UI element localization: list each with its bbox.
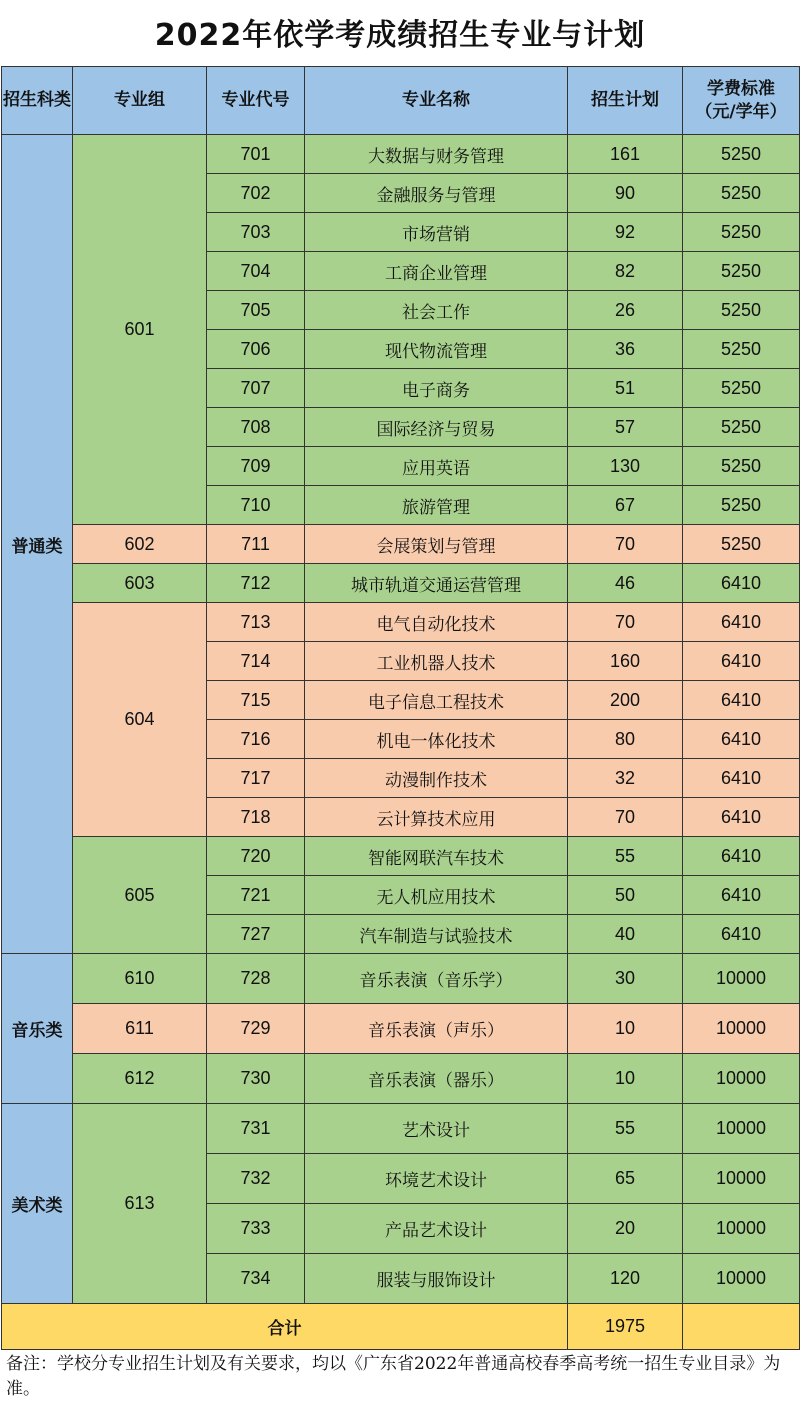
enrollment-plan-table xyxy=(1,66,800,1350)
fee-cell: 5250 xyxy=(683,174,800,213)
name-cell: 音乐表演（声乐） xyxy=(305,1004,568,1054)
table-row xyxy=(2,564,800,603)
fee-cell: 6410 xyxy=(683,759,800,798)
table-row xyxy=(2,1104,800,1154)
code-cell: 707 xyxy=(207,369,305,408)
name-cell: 国际经济与贸易 xyxy=(305,408,568,447)
plan-cell: 32 xyxy=(568,759,683,798)
table-row xyxy=(2,525,800,564)
header-fee-line2: （元/学年） xyxy=(695,101,787,122)
code-cell: 705 xyxy=(207,291,305,330)
total-value: 1975 xyxy=(568,1304,683,1350)
code-cell: 701 xyxy=(207,135,305,174)
plan-cell: 70 xyxy=(568,798,683,837)
plan-cell: 92 xyxy=(568,213,683,252)
header-group: 专业组 xyxy=(73,67,207,135)
plan-cell: 26 xyxy=(568,291,683,330)
fee-cell: 10000 xyxy=(683,1254,800,1304)
table-row xyxy=(2,954,800,1004)
code-cell: 718 xyxy=(207,798,305,837)
name-cell: 工商企业管理 xyxy=(305,252,568,291)
fee-cell: 10000 xyxy=(683,1004,800,1054)
name-cell: 工业机器人技术 xyxy=(305,642,568,681)
header-plan: 招生计划 xyxy=(568,67,683,135)
plan-cell: 30 xyxy=(568,954,683,1004)
fee-cell: 5250 xyxy=(683,252,800,291)
code-cell: 721 xyxy=(207,876,305,915)
fee-cell: 10000 xyxy=(683,954,800,1004)
fee-cell: 6410 xyxy=(683,564,800,603)
code-cell: 710 xyxy=(207,486,305,525)
name-cell: 金融服务与管理 xyxy=(305,174,568,213)
code-cell: 731 xyxy=(207,1104,305,1154)
group-cell: 605 xyxy=(73,837,207,954)
group-cell: 603 xyxy=(73,564,207,603)
code-cell: 702 xyxy=(207,174,305,213)
plan-cell: 65 xyxy=(568,1154,683,1204)
plan-cell: 67 xyxy=(568,486,683,525)
category-cell-music: 音乐类 xyxy=(2,954,73,1104)
table-row xyxy=(2,603,800,642)
footnote: 备注：学校分专业招生计划及有关要求，均以《广东省2022年普通高校春季高考统一招生专业目录》为准。 xyxy=(6,1354,781,1399)
header-code: 专业代号 xyxy=(207,67,305,135)
plan-cell: 46 xyxy=(568,564,683,603)
code-cell: 703 xyxy=(207,213,305,252)
code-cell: 713 xyxy=(207,603,305,642)
code-cell: 714 xyxy=(207,642,305,681)
group-cell: 612 xyxy=(73,1054,207,1104)
plan-cell: 161 xyxy=(568,135,683,174)
page-title: 2022年依学考成绩招生专业与计划 xyxy=(154,18,646,53)
name-cell: 服装与服饰设计 xyxy=(305,1254,568,1304)
code-cell: 733 xyxy=(207,1204,305,1254)
code-cell: 709 xyxy=(207,447,305,486)
fee-cell: 5250 xyxy=(683,369,800,408)
fee-cell: 5250 xyxy=(683,408,800,447)
plan-cell: 10 xyxy=(568,1054,683,1104)
code-cell: 732 xyxy=(207,1154,305,1204)
code-cell: 711 xyxy=(207,525,305,564)
plan-cell: 50 xyxy=(568,876,683,915)
fee-cell: 5250 xyxy=(683,291,800,330)
total-row xyxy=(2,1304,800,1350)
code-cell: 704 xyxy=(207,252,305,291)
name-cell: 电子商务 xyxy=(305,369,568,408)
total-label: 合计 xyxy=(2,1304,568,1350)
fee-cell: 5250 xyxy=(683,135,800,174)
code-cell: 717 xyxy=(207,759,305,798)
plan-cell: 20 xyxy=(568,1204,683,1254)
header-category: 招生科类 xyxy=(2,67,73,135)
code-cell: 729 xyxy=(207,1004,305,1054)
code-cell: 716 xyxy=(207,720,305,759)
total-empty-cell xyxy=(683,1304,800,1350)
plan-cell: 120 xyxy=(568,1254,683,1304)
code-cell: 715 xyxy=(207,681,305,720)
fee-cell: 10000 xyxy=(683,1054,800,1104)
plan-cell: 51 xyxy=(568,369,683,408)
plan-cell: 160 xyxy=(568,642,683,681)
category-cell-art: 美术类 xyxy=(2,1104,73,1304)
group-cell: 610 xyxy=(73,954,207,1004)
group-cell: 601 xyxy=(73,135,207,525)
header-fee xyxy=(683,67,800,135)
plan-cell: 40 xyxy=(568,915,683,954)
plan-cell: 82 xyxy=(568,252,683,291)
name-cell: 市场营销 xyxy=(305,213,568,252)
name-cell: 智能网联汽车技术 xyxy=(305,837,568,876)
name-cell: 音乐表演（音乐学） xyxy=(305,954,568,1004)
code-cell: 720 xyxy=(207,837,305,876)
name-cell: 产品艺术设计 xyxy=(305,1204,568,1254)
name-cell: 大数据与财务管理 xyxy=(305,135,568,174)
plan-cell: 80 xyxy=(568,720,683,759)
fee-cell: 6410 xyxy=(683,915,800,954)
fee-cell: 5250 xyxy=(683,525,800,564)
plan-cell: 55 xyxy=(568,1104,683,1154)
fee-cell: 10000 xyxy=(683,1154,800,1204)
name-cell: 会展策划与管理 xyxy=(305,525,568,564)
header-row xyxy=(2,67,800,135)
name-cell: 云计算技术应用 xyxy=(305,798,568,837)
code-cell: 706 xyxy=(207,330,305,369)
group-cell: 602 xyxy=(73,525,207,564)
code-cell: 734 xyxy=(207,1254,305,1304)
plan-cell: 70 xyxy=(568,603,683,642)
group-cell: 604 xyxy=(73,603,207,837)
table-row xyxy=(2,837,800,876)
fee-cell: 10000 xyxy=(683,1204,800,1254)
table-row xyxy=(2,1054,800,1104)
name-cell: 环境艺术设计 xyxy=(305,1154,568,1204)
fee-cell: 5250 xyxy=(683,486,800,525)
plan-cell: 70 xyxy=(568,525,683,564)
header-fee-line1: 学费标准 xyxy=(707,78,775,99)
fee-cell: 5250 xyxy=(683,447,800,486)
name-cell: 社会工作 xyxy=(305,291,568,330)
fee-cell: 6410 xyxy=(683,720,800,759)
header-name: 专业名称 xyxy=(305,67,568,135)
table-row xyxy=(2,135,800,174)
fee-cell: 6410 xyxy=(683,798,800,837)
name-cell: 电气自动化技术 xyxy=(305,603,568,642)
plan-cell: 57 xyxy=(568,408,683,447)
plan-cell: 36 xyxy=(568,330,683,369)
fee-cell: 5250 xyxy=(683,330,800,369)
group-cell: 611 xyxy=(73,1004,207,1054)
name-cell: 机电一体化技术 xyxy=(305,720,568,759)
category-cell-general: 普通类 xyxy=(2,135,73,954)
group-cell: 613 xyxy=(73,1104,207,1304)
code-cell: 728 xyxy=(207,954,305,1004)
fee-cell: 6410 xyxy=(683,642,800,681)
name-cell: 动漫制作技术 xyxy=(305,759,568,798)
fee-cell: 6410 xyxy=(683,876,800,915)
code-cell: 708 xyxy=(207,408,305,447)
fee-cell: 10000 xyxy=(683,1104,800,1154)
name-cell: 无人机应用技术 xyxy=(305,876,568,915)
name-cell: 现代物流管理 xyxy=(305,330,568,369)
name-cell: 应用英语 xyxy=(305,447,568,486)
plan-cell: 130 xyxy=(568,447,683,486)
name-cell: 电子信息工程技术 xyxy=(305,681,568,720)
plan-cell: 90 xyxy=(568,174,683,213)
fee-cell: 6410 xyxy=(683,681,800,720)
code-cell: 730 xyxy=(207,1054,305,1104)
plan-cell: 200 xyxy=(568,681,683,720)
table-row xyxy=(2,1004,800,1054)
name-cell: 音乐表演（器乐） xyxy=(305,1054,568,1104)
code-cell: 727 xyxy=(207,915,305,954)
name-cell: 旅游管理 xyxy=(305,486,568,525)
name-cell: 汽车制造与试验技术 xyxy=(305,915,568,954)
plan-cell: 10 xyxy=(568,1004,683,1054)
code-cell: 712 xyxy=(207,564,305,603)
fee-cell: 6410 xyxy=(683,603,800,642)
name-cell: 艺术设计 xyxy=(305,1104,568,1154)
plan-cell: 55 xyxy=(568,837,683,876)
fee-cell: 6410 xyxy=(683,837,800,876)
fee-cell: 5250 xyxy=(683,213,800,252)
name-cell: 城市轨道交通运营管理 xyxy=(305,564,568,603)
